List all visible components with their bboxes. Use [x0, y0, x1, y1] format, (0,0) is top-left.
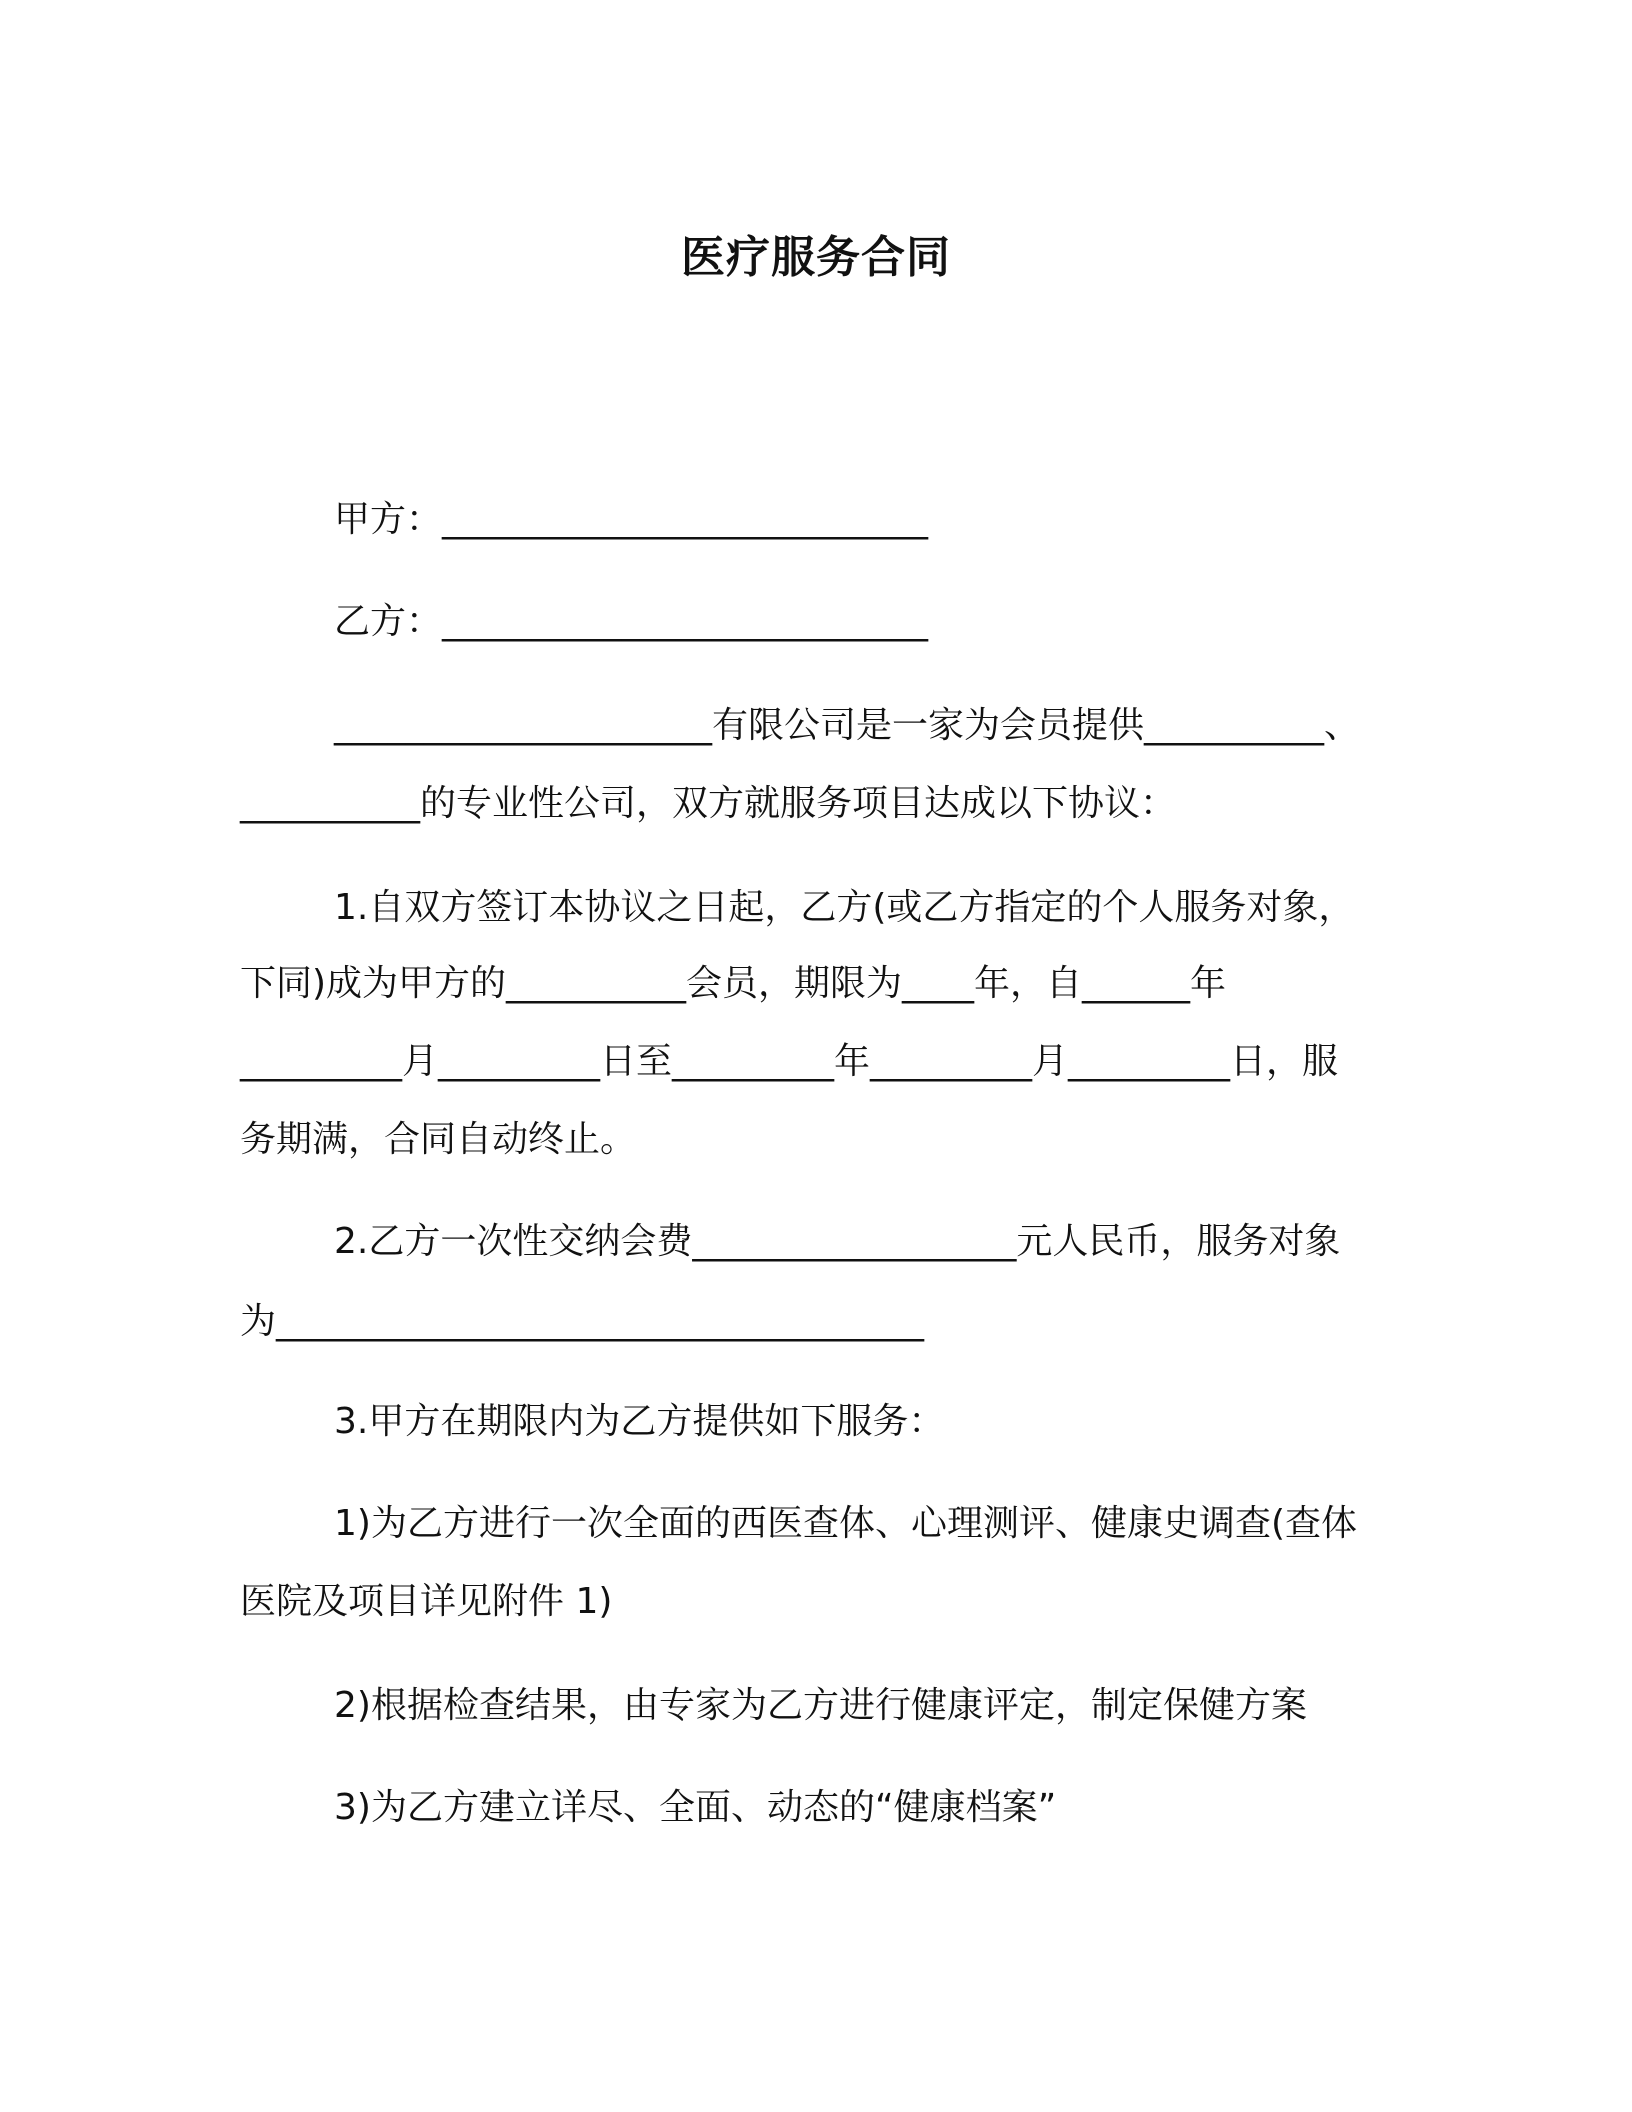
service-1-line-2: 医院及项目详见附件 1): [240, 1581, 613, 1622]
service-2-line: 2)根据检查结果，由专家为乙方进行健康评定，制定保健方案: [334, 1685, 1307, 1726]
service-1-line-1: 1)为乙方进行一次全面的西医查体、心理测评、健康史调查(查体: [334, 1503, 1357, 1544]
clause-3-heading: 3.甲方在期限内为乙方提供如下服务：: [334, 1401, 945, 1442]
intro-line-2: __________的专业性公司，双方就服务项目达成以下协议：: [240, 783, 1177, 824]
clause-1-line-4: 务期满，合同自动终止。: [240, 1119, 637, 1160]
clause-2-line-2: 为____________________________________: [240, 1301, 924, 1342]
clause-2-line-1: 2.乙方一次性交纳会费__________________元人民币，服务对象: [334, 1221, 1341, 1262]
service-3-line: 3)为乙方建立详尽、全面、动态的“健康档案”: [334, 1787, 1057, 1828]
document-title: 医疗服务合同: [681, 232, 951, 283]
party-b-line: 乙方：___________________________: [334, 601, 929, 642]
clause-1-line-3: _________月_________日至_________年_________月_________日，服: [240, 1041, 1338, 1082]
clause-1-line-1: 1.自双方签订本协议之日起，乙方(或乙方指定的个人服务对象，: [334, 887, 1355, 928]
intro-line-1: _____________________有限公司是一家为会员提供__________、: [334, 705, 1361, 746]
clause-1-line-2: 下同)成为甲方的__________会员，期限为____年，自______年: [240, 963, 1227, 1004]
party-a-line: 甲方：___________________________: [334, 499, 929, 540]
